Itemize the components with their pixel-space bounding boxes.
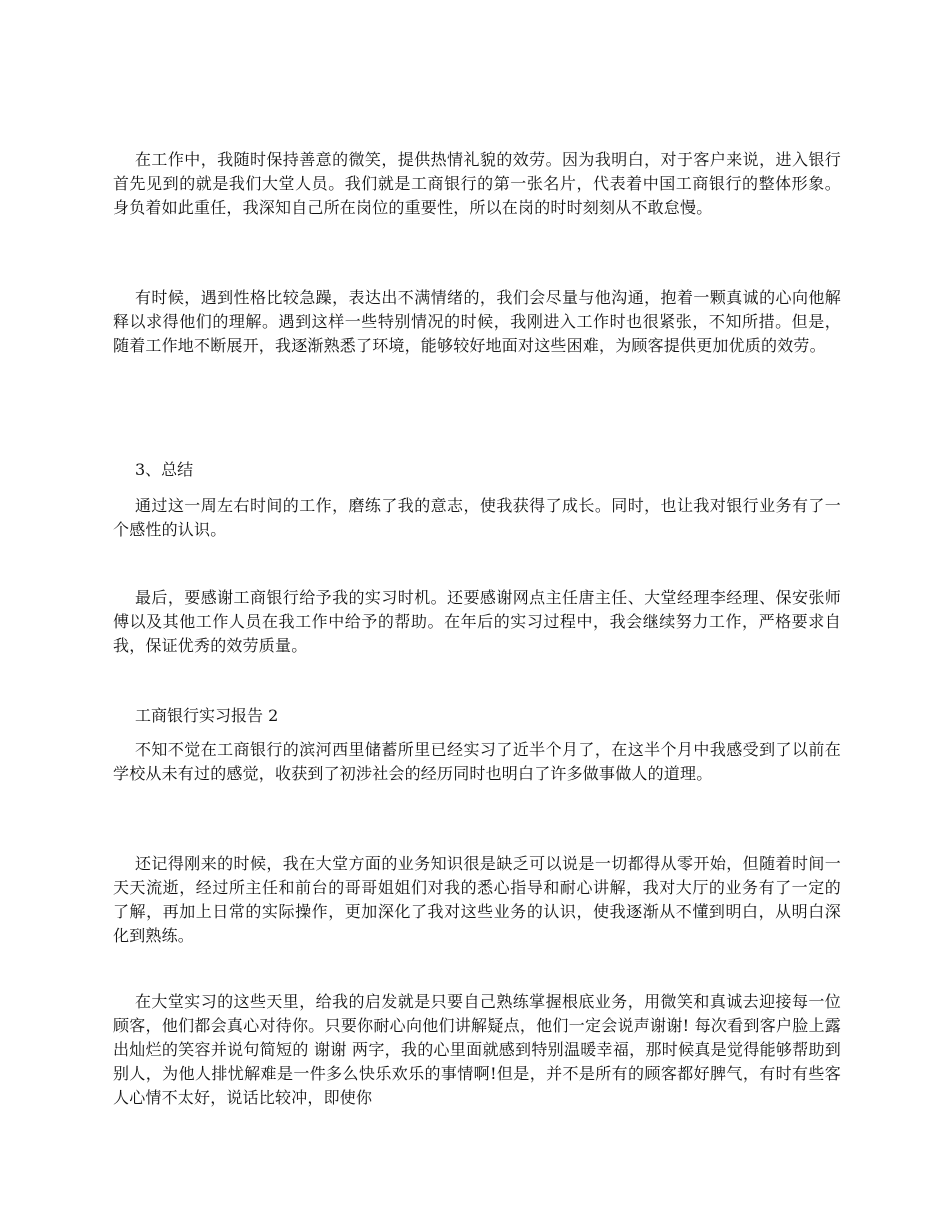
paragraph-3: 通过这一周左右时间的工作，磨练了我的意志，使我获得了成长。同时，也让我对银行业务有了一个感性的认识。 [113,496,841,539]
paragraph-4: 最后，要感谢工商银行给予我的实习时机。还要感谢网点主任唐主任、大堂经理李经理、保安张师傅以及其他工作人员在我工作中给予的帮助。在年后的实习过程中，我会继续努力工作，严格要求自我，保证优秀的效劳质量。 [113,588,841,655]
report-title-2: 工商银行实习报告 2 [135,706,279,725]
paragraph-1: 在工作中，我随时保持善意的微笑，提供热情礼貌的效劳。因为我明白，对于客户来说，进入银行首先见到的就是我们大堂人员。我们就是工商银行的第一张名片，代表着中国工商银行的整体形象。身负着如此重任，我深知自己所在岗位的重要性，所以在岗的时时刻刻从不敢怠慢。 [113,150,841,217]
paragraph-6: 还记得刚来的时候，我在大堂方面的业务知识很是缺乏可以说是一切都得从零开始，但随着时间一天天流逝，经过所主任和前台的哥哥姐姐们对我的悉心指导和耐心讲解，我对大厅的业务有了一定的了解，再加上日常的实际操作，更加深化了我对这些业务的认识，使我逐渐从不懂到明白，从明白深化到熟练。 [113,854,841,945]
paragraph-7: 在大堂实习的这些天里，给我的启发就是只要自己熟练掌握根底业务，用微笑和真诚去迎接每一位顾客，他们都会真心对待你。只要你耐心向他们讲解疑点，他们一定会说声谢谢! 每次看到客户脸上露出灿烂的笑容并说句简短的 谢谢 两字，我的心里面就感到特别温暖幸福，那时候真是觉得能够帮助到别人，为他人排忧解难是一件多么快乐欢乐的事情啊!但是，并不是所有的顾客都好脾气，有时有些客人心情不太好，说话比较冲，即使你 [113,992,841,1107]
paragraph-5: 不知不觉在工商银行的滨河西里储蓄所里已经实习了近半个月了，在这半个月中我感受到了以前在学校从未有过的感觉，收获到了初涉社会的经历同时也明白了许多做事做人的道理。 [113,740,841,783]
paragraph-2: 有时候，遇到性格比较急躁，表达出不满情绪的，我们会尽量与他沟通，抱着一颗真诚的心向他解释以求得他们的理解。遇到这样一些特别情况的时候，我刚进入工作时也很紧张，不知所措。但是，随着工作地不断展开，我逐渐熟悉了环境，能够较好地面对这些困难，为顾客提供更加优质的效劳。 [113,288,841,355]
section-heading-summary: 3、总结 [135,460,194,479]
